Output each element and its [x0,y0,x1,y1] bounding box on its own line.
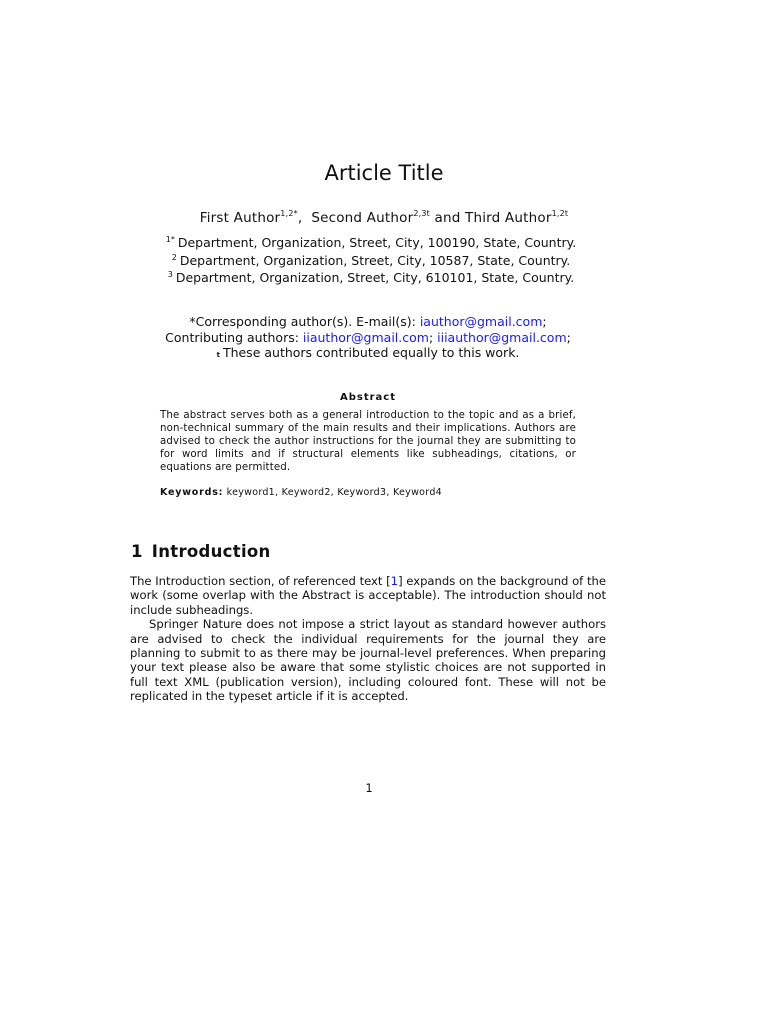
affiliation-text: Department, Organization, Street, City, 10587, State, Country. [179,252,571,268]
affiliation-line [0,252,742,270]
contributing-email-link[interactable]: iiiauthor@gmail.com [437,329,567,345]
affiliation-marker: 1* [165,235,175,244]
equal-contribution-note [0,345,736,364]
punctuation: ; [428,329,438,345]
affiliation-marker: 2 [171,252,177,262]
section-title: Introduction [151,542,271,561]
affiliation-list [0,234,742,287]
author-separator: , [297,210,312,226]
corresponding-author-line [0,314,736,330]
correspondence-block [0,314,736,364]
corresponding-label: *Corresponding author(s). E-mail(s): [189,314,420,329]
author-separator: and [430,210,465,226]
page-number: 1 [365,781,373,795]
paragraph-text: ] expands on the background of the work (some overlap with the Abstract is acceptable). The introduction should not include subheadings. [130,574,606,617]
contributing-email-link[interactable]: iiauthor@gmail.com [302,329,429,345]
punctuation: ; [542,314,547,329]
paragraph: Springer Nature does not impose a strict layout as standard however authors are advised to check the individual requirements for the journal they are planning to submit to as there may be journal-level preferences. When preparing your text please also be aware that some stylistic choices are not supported in full text XML (publication version), including coloured font. These will not be replicated in the typeset article if it is accepted. [130,617,606,704]
article-title: Article Title [324,161,444,185]
affiliation-text: Department, Organization, Street, City, 610101, State, Country. [175,270,575,285]
author-name: First Author [199,210,281,226]
abstract-heading: Abstract [339,392,397,403]
section-heading [131,541,271,563]
paragraph-text: The Introduction section, of referenced text [ [130,574,391,588]
affiliation-text: Department, Organization, Street, City, 100190, State, Country. [177,235,577,250]
section-number: 1 [131,542,143,561]
author-affiliation-marker: 1,2t [551,209,569,218]
paragraph [130,574,606,617]
contributing-label: Contributing authors: [165,329,303,345]
punctuation: ; [566,329,571,345]
corresponding-email-link[interactable]: iauthor@gmail.com [419,314,543,329]
author-affiliation-marker: 1,2* [280,209,298,218]
author-affiliation-marker: 2,3t [413,209,431,218]
author-list [0,208,768,228]
equal-contribution-text: These authors contributed equally to this work. [222,345,520,360]
author-name: Second Author [311,210,414,226]
affiliation-line [0,234,742,252]
keywords-line [160,486,580,499]
abstract-text: The abstract serves both as a general introduction to the topic and as a brief, non-technical summary of the main results and their implications. Authors are advised to check the author instructions for the journal they are submitting to for word limits and if structural elements like subheadings, citations, or equations are permitted. [160,410,576,473]
contributing-authors-line [0,330,736,346]
equal-contribution-marker: t [216,351,220,359]
author-name: Third Author [465,210,552,226]
affiliation-line [0,269,742,287]
citation-link[interactable]: 1 [390,574,399,588]
affiliation-marker: 3 [167,270,173,279]
keywords-text: keyword1, Keyword2, Keyword3, Keyword4 [223,487,443,498]
section-body [130,574,606,704]
keywords-label: Keywords: [160,487,224,498]
